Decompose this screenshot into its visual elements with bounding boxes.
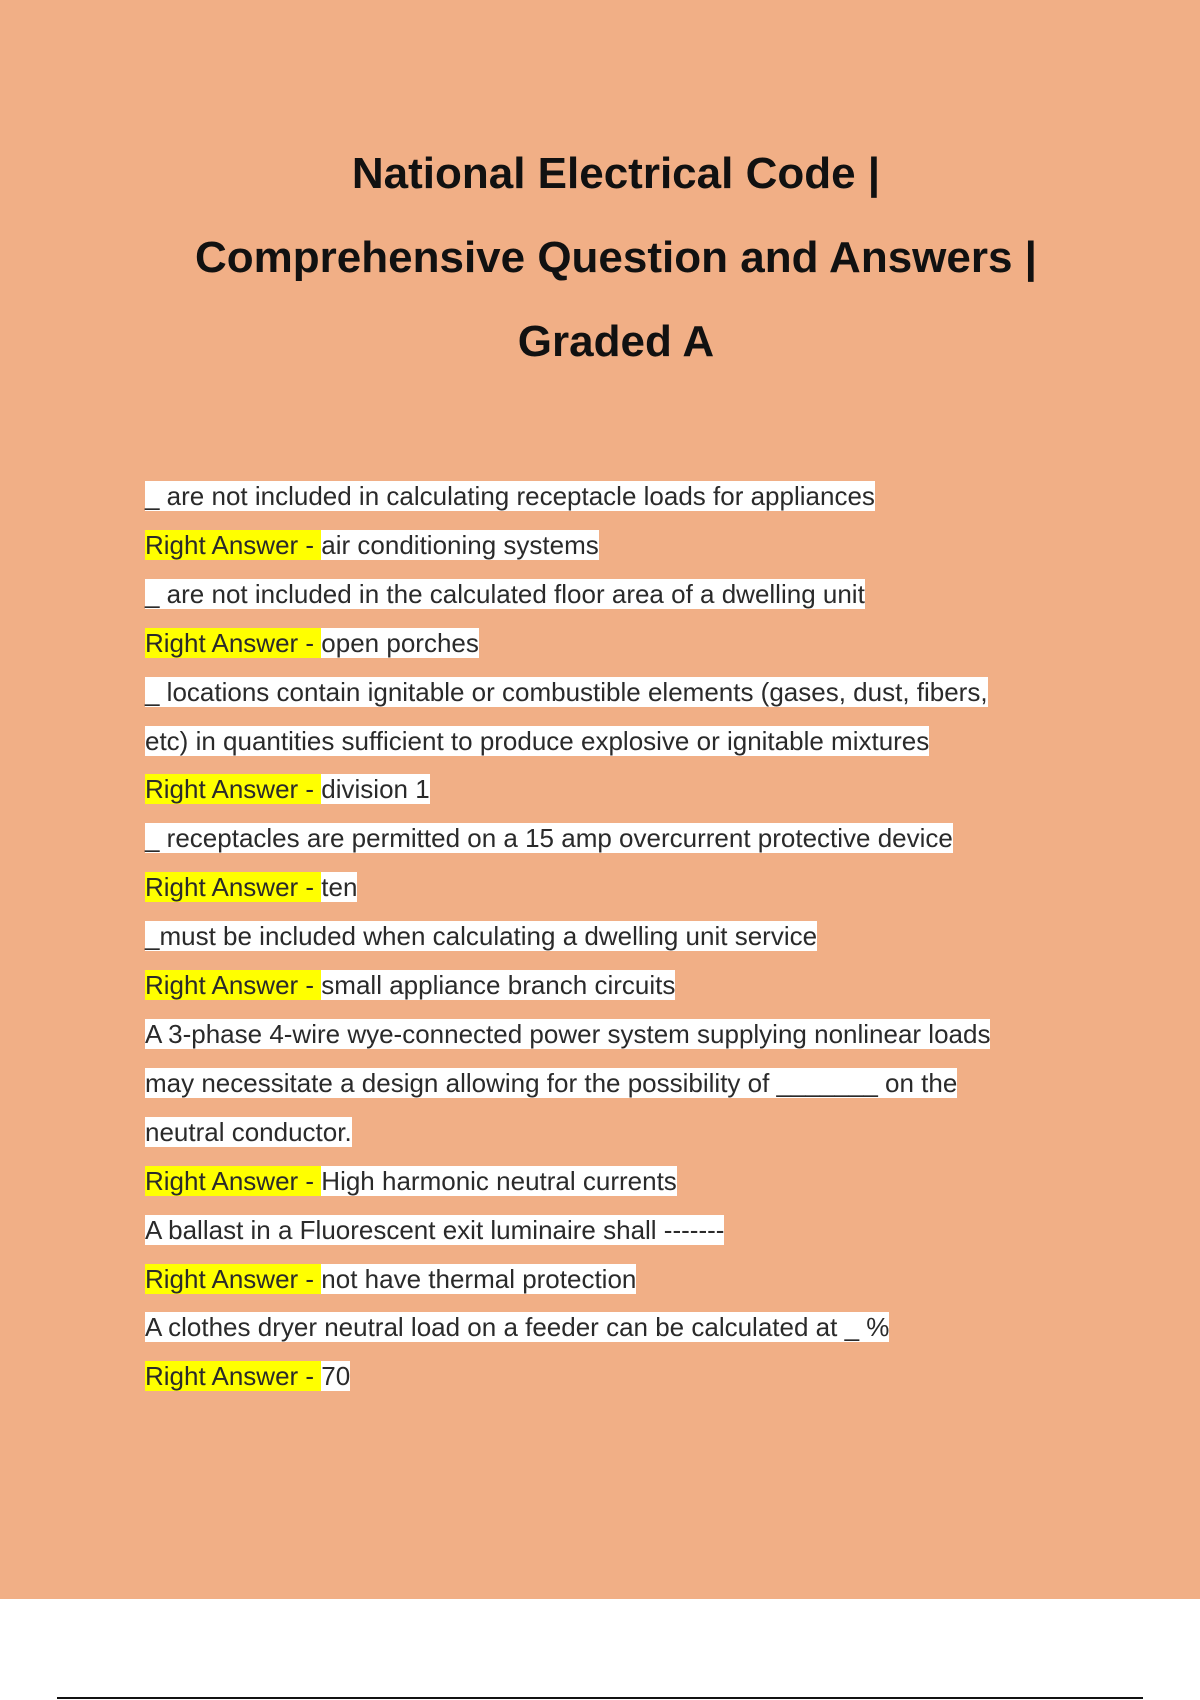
answer-label: Right Answer - bbox=[145, 627, 322, 658]
answer-line bbox=[145, 619, 1095, 668]
question-line: A clothes dryer neutral load on a feeder can be calculated at _ % bbox=[145, 1312, 890, 1343]
answer-label: Right Answer - bbox=[145, 1361, 322, 1392]
answer-text: High harmonic neutral currents bbox=[321, 1165, 677, 1196]
title-line: Graded A bbox=[517, 317, 715, 366]
question-line: A 3-phase 4-wire wye-connected power system supplying nonlinear loads bbox=[145, 1018, 991, 1049]
answer-label: Right Answer - bbox=[145, 872, 322, 903]
title-line: National Electrical Code | bbox=[351, 149, 881, 198]
answer-text: division 1 bbox=[321, 774, 430, 805]
answer-line bbox=[145, 521, 1095, 570]
answer-text: open porches bbox=[321, 627, 479, 658]
question-line: _ are not included in calculating receptacle loads for appliances bbox=[145, 481, 875, 511]
answer-line bbox=[145, 1255, 1095, 1304]
title-line: Comprehensive Question and Answers | bbox=[195, 233, 1037, 282]
answer-label: Right Answer - bbox=[145, 1263, 322, 1294]
answer-line bbox=[145, 961, 1095, 1010]
answer-label: Right Answer - bbox=[145, 970, 322, 1001]
answer-line bbox=[145, 863, 1095, 912]
answer-label: Right Answer - bbox=[145, 1165, 322, 1196]
question-line: etc) in quantities sufficient to produce explosive or ignitable mixtures bbox=[145, 725, 930, 756]
answer-text: not have thermal protection bbox=[321, 1263, 637, 1294]
question-line: neutral conductor. bbox=[145, 1116, 352, 1147]
answer-text: ten bbox=[321, 872, 358, 903]
answer-label: Right Answer - bbox=[145, 529, 322, 560]
question-line: _ are not included in the calculated floor area of a dwelling unit bbox=[145, 578, 865, 609]
footer-divider bbox=[57, 1697, 1143, 1699]
document-title bbox=[0, 132, 1200, 384]
answer-text: 70 bbox=[321, 1361, 351, 1392]
question-line: A ballast in a Fluorescent exit luminaire shall ------- bbox=[145, 1214, 725, 1245]
answer-line bbox=[145, 765, 1095, 814]
question-line: _must be included when calculating a dwelling unit service bbox=[145, 921, 818, 952]
answer-line bbox=[145, 1157, 1095, 1206]
answer-label: Right Answer - bbox=[145, 774, 322, 805]
question-line: may necessitate a design allowing for the possibility of _______ on the bbox=[145, 1067, 958, 1098]
qa-list bbox=[145, 472, 1095, 1401]
question-line: _ receptacles are permitted on a 15 amp overcurrent protective device bbox=[145, 823, 953, 854]
answer-text: air conditioning systems bbox=[321, 529, 599, 560]
question-line: _ locations contain ignitable or combustible elements (gases, dust, fibers, bbox=[145, 676, 988, 707]
answer-text: small appliance branch circuits bbox=[321, 970, 676, 1001]
answer-line bbox=[145, 1352, 1095, 1401]
